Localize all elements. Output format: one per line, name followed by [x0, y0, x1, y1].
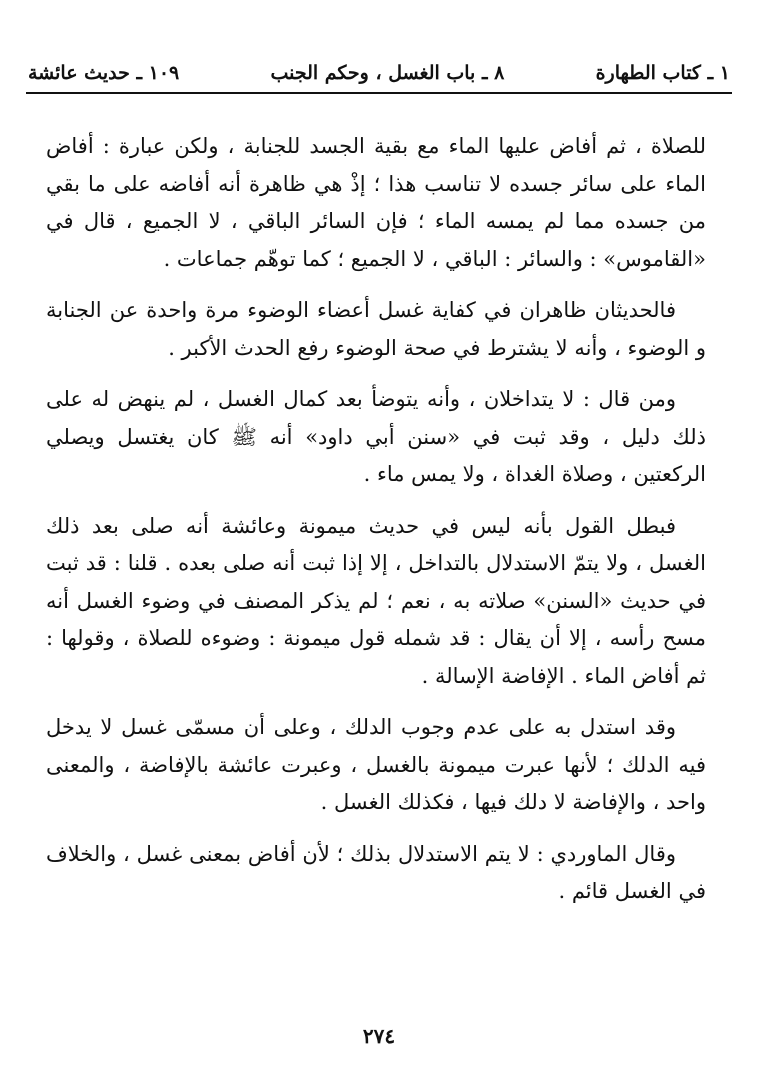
paragraph: للصلاة ، ثم أفاض عليها الماء مع بقية الجسد للجنابة ، ولكن عبارة : أفاض الماء على سائر جسده لا تناسب هذا ؛ إذْ هي ظاهرة أنه أفاضه على ما بقي من جسده مما لم يمسه الماء ؛ فإن السائر الباقي ، لا الجميع ، قال في «القاموس» : والسائر : الباقي ، لا الجميع ؛ كما توهّم جماعات . — [46, 134, 706, 271]
paragraph: فالحديثان ظاهران في كفاية غسل أعضاء الوضوء مرة واحدة عن الجنابة و الوضوء ، وأنه لا يشترط في صحة الوضوء رفع الحدث الأكبر . — [46, 298, 706, 360]
running-header — [28, 56, 730, 90]
main-text — [46, 128, 706, 925]
paragraph: وقد استدل به على عدم وجوب الدلك ، وعلى أن مسمّى غسل لا يدخل فيه الدلك ؛ لأنها عبرت ميمونة بالغسل ، وعبرت عائشة بالإفاضة ، والمعنى واحد ، والإفاضة لا دلك فيها ، فكذلك الغسل . — [46, 715, 706, 814]
paragraph: وقال الماوردي : لا يتم الاستدلال بذلك ؛ لأن أفاض بمعنى غسل ، والخلاف في الغسل قائم . — [46, 841, 706, 903]
header-hadith-title: ١٠٩ ـ حديث عائشة — [28, 62, 180, 84]
page-number: ٢٧٤ — [362, 1024, 396, 1048]
header-book-title: ١ ـ كتاب الطهارة — [595, 62, 730, 84]
header-divider — [26, 92, 732, 94]
header-chapter-title: ٨ ـ باب الغسل ، وحكم الجنب — [270, 62, 505, 84]
paragraph: فبطل القول بأنه ليس في حديث ميمونة وعائشة أنه صلى بعد ذلك الغسل ، ولا يتمّ الاستدلال بالتداخل ، إلا إذا ثبت أنه صلى بعده . قلنا : قد ثبت في حديث «السنن» صلاته به ، نعم ؛ لم يذكر المصنف في وضوء الغسل أنه مسح رأسه ، إلا أن يقال : قد شمله قول ميمونة : وضوءه للصلاة ، وقولها : ثم أفاض الماء . الإفاضة الإسالة . — [46, 513, 706, 688]
paragraph: ومن قال : لا يتداخلان ، وأنه يتوضأ بعد كمال الغسل ، لم ينهض له على ذلك دليل ، وقد ثبت في «سنن أبي داود» أنه ﷺ كان يغتسل ويصلي الركعتين ، وصلاة الغداة ، ولا يمس ماء . — [46, 387, 706, 486]
